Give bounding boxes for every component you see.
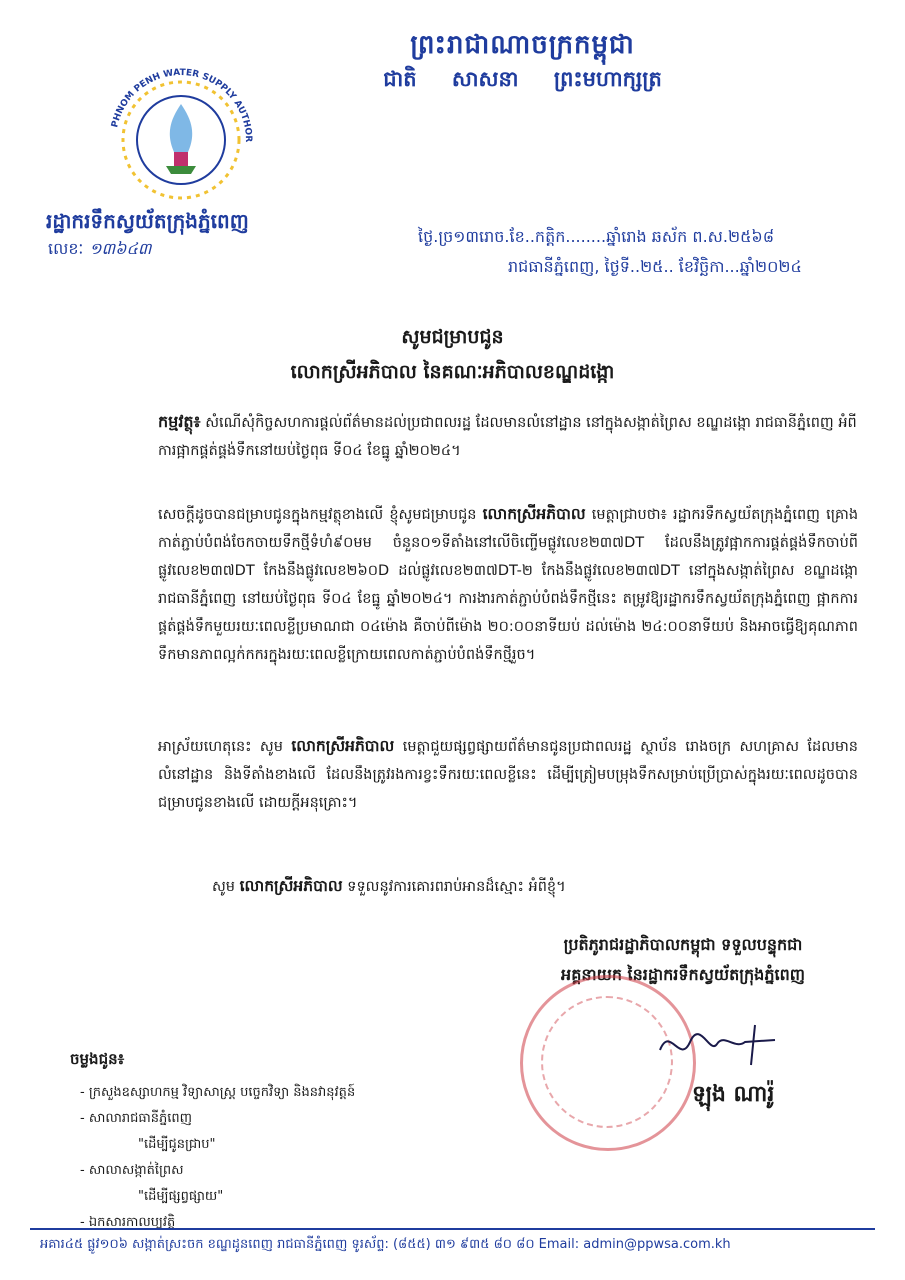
cc-label: ចម្លងជូន៖: [70, 1050, 125, 1068]
motto-nation: ជាតិ: [383, 67, 417, 91]
p1-text-a: សេចក្តីដូចបានជម្រាបជូនក្នុងកម្មវត្ថុខាងលើ ខ្ញុំសូមជម្រាបជូន: [158, 507, 477, 523]
lunar-date: ថ្ងៃ.ច្រ១៣រោច.ខែ..កត្តិក........ឆ្នាំរោង ឆស័ក ព.ស.២៥៦៨: [418, 227, 775, 246]
solar-date: រាជធានីភ្នំពេញ, ថ្ងៃទី..២៥.. ខែវិច្ឆិកា...ឆ្នាំ២០២៤: [508, 257, 802, 276]
cc-item-note: "ដើម្បីជូនជ្រាប": [138, 1137, 216, 1152]
p1-text-b: មេត្តាជ្រាបថា៖ រដ្ឋាករទឹកស្វយ័តក្រុងភ្នំពេញ គ្រោងកាត់ភ្ជាប់បំពង់ចែកចាយទឹកថ្មីទំហំ៩០មម ចំនួន០១ទីតាំងនៅលើចិញ្ចើមផ្លូវលេខ២៣៧DT ដែលនឹងត្រូវផ្អាកការផ្គត់ផ្គង់ទឹកចាប់ពីផ្លូវលេខ២៣៧DT កែងនឹងផ្លូវលេខ២៦០D ដល់ផ្លូវលេខ២៣៧DT-២ កែងនឹងផ្លូវលេខ២៣៧DT នៅក្នុងសង្កាត់ព្រៃស ខណ្ឌដង្កោ រាជធានីភ្នំពេញ នៅយប់ថ្ងៃពុធ ទី០៤ ខែធ្នូ ឆ្នាំ២០២៤។ ការងារកាត់ភ្ជាប់បំពង់ទឹកថ្មីនេះ តម្រូវឱ្យរដ្ឋាករទឹកស្វយ័តក្រុងភ្នំពេញ ផ្អាកការផ្គត់ផ្គង់ទឹកមួយរយៈពេលខ្លីប្រមាណជា ០៤ម៉ោង គឺចាប់ពីម៉ោង ២០:០០នាទីយប់ ដល់ម៉ោង ២៤:០០នាទីយប់ និងអាចធ្វើឱ្យគុណភាពទឹកមានភាពល្អក់កករក្នុងរយៈពេលខ្លីក្រោយពេលកាត់ភ្ជាប់បំពង់ទឹកថ្មីរួច។: [158, 507, 859, 663]
signatory-line-2: អគ្គនាយក នៃរដ្ឋាករទឹកស្វយ័តក្រុងភ្នំពេញ: [561, 965, 805, 984]
svg-text:PHNOM PENH WATER SUPPLY AUTHOR: PHNOM PENH WATER SUPPLY AUTHOR: [110, 67, 254, 143]
motto-religion: សាសនា: [451, 67, 519, 91]
addressee-title: លោកស្រីអភិបាល នៃគណៈអភិបាលខណ្ឌដង្កោ: [290, 361, 615, 383]
subject-line: [158, 408, 858, 465]
p1-honorific: លោកស្រីអភិបាល: [482, 505, 586, 523]
body-paragraph-2: [158, 732, 858, 817]
ref-value: ១៣៦៤៣: [89, 239, 152, 258]
cc-item: - ឯកសារកាលប្បវត្តិ: [80, 1215, 176, 1230]
footer-address: អគារ៤៥ ផ្លូវ១០៦ សង្កាត់ស្រះចក ខណ្ឌដូនពេញ រាជធានីភ្នំពេញ ទូរស័ព្ទ: (៨៥៥) ៣១ ៩៣៥ ៨០ ៨០ Email: admin@ppwsa.com.kh: [40, 1237, 731, 1252]
cc-item-note: "ដើម្បីផ្សព្វផ្សាយ": [138, 1189, 224, 1204]
ppwsa-logo: [96, 62, 266, 212]
body-paragraph-1: [158, 500, 858, 669]
subject-label: កម្មវត្ថុ៖: [158, 412, 201, 431]
closing-paragraph: [212, 872, 858, 901]
p3-honorific: លោកស្រីអភិបាល: [239, 877, 343, 895]
p2-text-a: អាស្រ័យហេតុនេះ សូម: [158, 739, 283, 755]
p3-text-a: សូម: [212, 879, 236, 895]
signer-name: ឡុង ណារ៉ូ: [692, 1082, 775, 1107]
p3-text-b: ទទួលនូវការគោរពរាប់អានដ៏ស្មោះ អំពីខ្ញុំ។: [347, 879, 566, 895]
cc-item: - សាលារាជធានីភ្នំពេញ: [80, 1111, 192, 1126]
signatory-line-1: ប្រតិភូរាជរដ្ឋាភិបាលកម្ពុជា ទទួលបន្ទុកជា: [563, 935, 803, 954]
salutation: សូមជម្រាបជូន: [401, 326, 504, 348]
p2-honorific: លោកស្រីអភិបាល: [291, 737, 395, 755]
ref-label: លេខៈ: [48, 239, 84, 258]
footer-divider: [30, 1228, 875, 1230]
p2-text-b: មេត្តាជួយផ្សព្វផ្សាយព័ត៌មានជូនប្រជាពលរដ្ឋ ស្ថាប័ន រោងចក្រ សហគ្រាស ដែលមានលំនៅដ្ឋាន និងទីតាំងខាងលើ ដែលនឹងត្រូវរងការខ្វះទឹករយៈពេលខ្លីនេះ ដើម្បីត្រៀមបម្រុងទឹកសម្រាប់ប្រើប្រាស់ក្នុងរយៈពេលដូចបានជម្រាបជូនខាងលើ ដោយក្តីអនុគ្រោះ។: [158, 739, 859, 811]
handwritten-signature: [655, 1020, 785, 1070]
cc-item: - សាលាសង្កាត់ព្រៃស: [80, 1163, 184, 1178]
subject-text: សំណើសុំកិច្ចសហការផ្តល់ព័ត៌មានដល់ប្រជាពលរដ្ឋ ដែលមានលំនៅដ្ឋាន នៅក្នុងសង្កាត់ព្រៃស ខណ្ឌដង្កោ រាជធានីភ្នំពេញ អំពីការផ្អាកផ្គត់ផ្គង់ទឹកនៅយប់ថ្ងៃពុធ ទី០៤ ខែធ្នូ ឆ្នាំ២០២៤។: [158, 415, 857, 459]
kingdom-title: ព្រះរាជាណាចក្រកម្ពុជា: [410, 30, 635, 60]
signatory-title: [478, 930, 888, 990]
seal-inner-ring: [541, 996, 673, 1128]
motto-king: ព្រះមហាក្សត្រ: [553, 67, 662, 91]
reference-number: [48, 238, 151, 262]
cc-list: [80, 1080, 500, 1236]
cc-item: - ក្រសួងឧស្សាហកម្ម វិទ្យាសាស្ត្រ បច្ចេកវិទ្យា និងនវានុវត្តន៍: [80, 1085, 356, 1100]
sender-org-name: រដ្ឋាករទឹកស្វយ័តក្រុងភ្នំពេញ: [46, 209, 249, 233]
